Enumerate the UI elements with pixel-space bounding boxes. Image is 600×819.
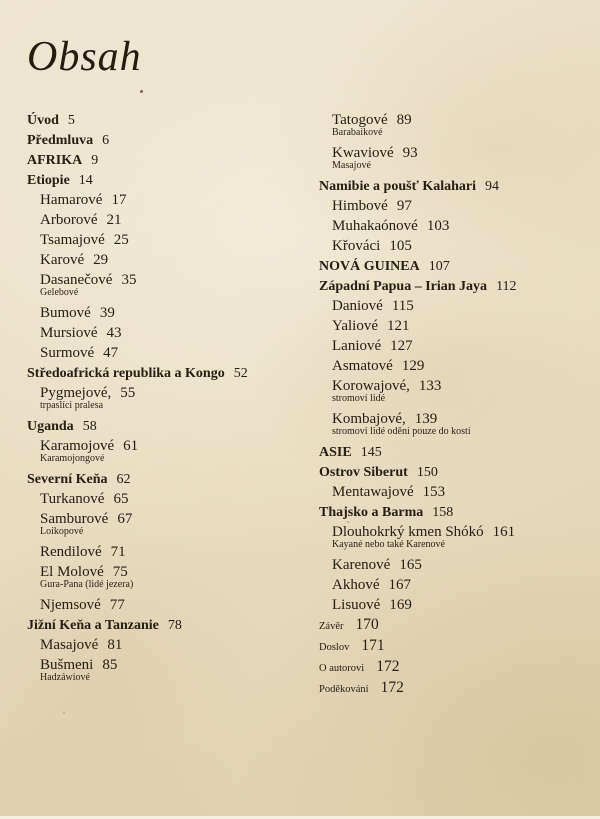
toc-entry-page-number: 61 <box>123 438 139 454</box>
toc-entry-note: Loikopové <box>40 526 84 537</box>
toc-entry <box>319 276 583 296</box>
toc-entry-label: Hamarové <box>40 192 103 208</box>
paper-speck <box>140 90 143 93</box>
toc-entry-label: Karamojové <box>40 438 115 454</box>
toc-entry <box>27 635 319 655</box>
toc-entry-label: Mentawajové <box>332 484 414 500</box>
table-of-contents <box>27 110 583 699</box>
toc-entry <box>319 356 583 376</box>
toc-entry-page-number: 85 <box>102 657 118 673</box>
toc-entry-label: Uganda <box>27 419 74 434</box>
toc-entry-label: Samburové <box>40 511 109 527</box>
toc-entry <box>27 110 319 130</box>
toc-entry-label: Mursiové <box>40 325 98 341</box>
toc-entry-note: trpaslíci pralesa <box>40 400 104 411</box>
toc-entry <box>319 575 583 595</box>
toc-entry-page-number: 67 <box>117 511 133 527</box>
toc-entry-label: Masajové <box>40 637 99 653</box>
toc-entry <box>27 416 319 436</box>
toc-entry-page-number: 150 <box>416 465 438 480</box>
toc-entry <box>27 250 319 270</box>
toc-entry <box>27 655 319 684</box>
toc-entry-page-number: 58 <box>82 419 97 434</box>
toc-entry <box>27 615 319 635</box>
toc-entry-label: Njemsové <box>40 597 101 613</box>
toc-entry-page-number: 158 <box>432 505 454 520</box>
toc-entry-label: Jižní Keňa a Tanzanie <box>27 618 159 633</box>
toc-entry <box>319 296 583 316</box>
toc-entry-page-number: 170 <box>355 616 379 633</box>
toc-entry-label: Asmatové <box>332 358 393 374</box>
toc-entry-note: Barabaikové <box>332 127 383 138</box>
toc-entry <box>27 509 319 538</box>
toc-entry <box>27 542 319 562</box>
toc-entry-page-number: 9 <box>91 153 99 168</box>
toc-entry-label: O autorovi <box>319 663 365 674</box>
toc-entry <box>27 489 319 509</box>
toc-entry <box>27 270 319 299</box>
toc-entry-page-number: 127 <box>390 338 413 354</box>
toc-entry <box>319 502 583 522</box>
toc-entry-label: Turkanové <box>40 491 105 507</box>
toc-entry <box>319 482 583 502</box>
toc-entry-label: Himbové <box>332 198 388 214</box>
toc-entry-label: Korowajové, <box>332 378 410 394</box>
toc-entry <box>319 595 583 615</box>
toc-entry <box>27 303 319 323</box>
toc-entry-label: Předmluva <box>27 133 94 148</box>
toc-entry-page-number: 129 <box>401 358 425 374</box>
toc-entry-label: Závěr <box>319 621 344 632</box>
toc-entry-page-number: 78 <box>167 618 182 633</box>
toc-entry <box>27 230 319 250</box>
toc-entry-page-number: 121 <box>386 318 410 334</box>
toc-entry-page-number: 6 <box>102 133 110 148</box>
toc-entry-label: Daniové <box>332 298 383 314</box>
toc-entry-note: Gura-Pana (lidé jezera) <box>40 579 134 590</box>
toc-entry-note: Hadzáwiové <box>40 672 90 683</box>
toc-entry-label: Laniové <box>332 338 382 354</box>
toc-entry-label: Muhakaónové <box>332 218 418 234</box>
toc-entry-page-number: 172 <box>380 679 404 696</box>
toc-entry-page-number: 115 <box>391 298 414 314</box>
toc-entry-label: Surmové <box>40 345 95 361</box>
toc-entry-label: Kwaviové <box>332 145 394 161</box>
toc-entry-label: Severní Keňa <box>27 472 108 487</box>
toc-entry <box>27 190 319 210</box>
toc-entry-note: Masajové <box>332 160 371 171</box>
toc-entry-label: Rendilové <box>40 544 102 560</box>
toc-entry-page-number: 75 <box>112 564 128 580</box>
paper-speck <box>347 521 349 523</box>
toc-entry <box>319 216 583 236</box>
toc-entry-label: Karenové <box>332 557 391 573</box>
toc-entry <box>27 343 319 363</box>
toc-entry-page-number: 97 <box>396 198 412 214</box>
toc-entry-page-number: 65 <box>113 491 129 507</box>
toc-entry-page-number: 62 <box>116 472 131 487</box>
toc-entry <box>319 462 583 482</box>
toc-entry-page-number: 107 <box>428 259 450 274</box>
toc-entry <box>27 383 319 412</box>
toc-entry-page-number: 103 <box>426 218 450 234</box>
toc-entry-label: Bušmeni <box>40 657 94 673</box>
toc-entry-page-number: 47 <box>103 345 119 361</box>
toc-entry-label: AFRIKA <box>27 153 83 168</box>
toc-entry <box>319 176 583 196</box>
toc-entry <box>319 236 583 256</box>
toc-entry <box>27 130 319 150</box>
toc-entry-label: Bumové <box>40 305 91 321</box>
toc-entry <box>319 196 583 216</box>
toc-entry-label: Yaliové <box>332 318 378 334</box>
toc-entry-label: El Molové <box>40 564 104 580</box>
toc-entry-label: Kombajové, <box>332 411 406 427</box>
toc-entry-page-number: 105 <box>389 238 412 254</box>
toc-entry-page-number: 5 <box>67 113 75 128</box>
toc-entry-label: Akhové <box>332 577 380 593</box>
toc-entry-page-number: 29 <box>93 252 109 268</box>
toc-entry-page-number: 71 <box>110 544 126 560</box>
toc-entry-label: Namibie a poušť Kalahari <box>319 179 477 194</box>
toc-entry <box>27 363 319 383</box>
toc-entry <box>27 323 319 343</box>
toc-entry-label: Poděkování <box>319 684 369 695</box>
toc-entry-note: stromoví lidé <box>332 393 386 404</box>
toc-entry-page-number: 81 <box>107 637 123 653</box>
toc-entry <box>319 409 583 438</box>
toc-entry-label: Lisuové <box>332 597 381 613</box>
toc-entry <box>27 150 319 170</box>
toc-entry-label: Thajsko a Barma <box>319 505 424 520</box>
toc-entry-label: Tatogové <box>332 112 388 128</box>
toc-column-left <box>27 110 319 699</box>
toc-entry <box>319 615 583 636</box>
toc-entry-label: Etiopie <box>27 173 70 188</box>
toc-entry <box>319 678 583 699</box>
toc-entry <box>319 522 583 551</box>
toc-entry-page-number: 43 <box>106 325 122 341</box>
toc-entry-page-number: 93 <box>402 145 418 161</box>
toc-entry-page-number: 153 <box>422 484 446 500</box>
toc-entry-label: Arborové <box>40 212 98 228</box>
toc-entry <box>319 442 583 462</box>
toc-entry-label: Karové <box>40 252 85 268</box>
toc-entry-page-number: 39 <box>99 305 115 321</box>
toc-entry-page-number: 171 <box>361 637 385 654</box>
toc-entry-page-number: 55 <box>120 385 136 401</box>
toc-entry-label: Ostrov Siberut <box>319 465 408 480</box>
toc-entry-page-number: 167 <box>388 577 411 593</box>
toc-entry-note: Karamojongové <box>40 453 105 464</box>
toc-entry <box>319 555 583 575</box>
toc-entry-page-number: 17 <box>111 192 127 208</box>
toc-entry <box>319 636 583 657</box>
toc-entry <box>27 562 319 591</box>
toc-entry <box>319 336 583 356</box>
toc-entry <box>319 143 583 172</box>
toc-entry-label: Úvod <box>27 113 59 128</box>
toc-entry-label: Středoafrická republika a Kongo <box>27 366 225 381</box>
toc-entry-page-number: 94 <box>485 179 500 194</box>
toc-entry-label: Dlouhokrký kmen Shókó <box>332 524 484 540</box>
toc-entry-note: Kayané nebo také Karenové <box>332 539 445 550</box>
toc-entry <box>27 595 319 615</box>
toc-entry-page-number: 77 <box>109 597 125 613</box>
toc-entry-label: Tsamajové <box>40 232 105 248</box>
toc-entry <box>319 376 583 405</box>
toc-entry-page-number: 35 <box>121 272 137 288</box>
toc-entry <box>27 469 319 489</box>
toc-entry <box>319 657 583 678</box>
toc-entry <box>319 316 583 336</box>
toc-entry <box>319 256 583 276</box>
toc-entry-page-number: 172 <box>376 658 400 675</box>
toc-entry <box>27 210 319 230</box>
toc-entry-page-number: 112 <box>496 279 517 294</box>
toc-entry-page-number: 52 <box>233 366 248 381</box>
paper-speck <box>63 712 65 714</box>
toc-entry-label: Křováci <box>332 238 381 254</box>
toc-column-right <box>319 110 583 699</box>
toc-entry-page-number: 89 <box>396 112 412 128</box>
page-title: Obsah <box>27 34 142 80</box>
toc-entry-label: Pygmejové, <box>40 385 112 401</box>
toc-entry-page-number: 145 <box>360 445 382 460</box>
toc-entry-page-number: 139 <box>414 411 438 427</box>
toc-entry-label: NOVÁ GUINEA <box>319 259 420 274</box>
toc-entry-page-number: 169 <box>389 597 412 613</box>
toc-entry <box>27 436 319 465</box>
toc-entry-page-number: 165 <box>399 557 422 573</box>
toc-entry <box>319 110 583 139</box>
toc-entry <box>27 170 319 190</box>
toc-entry-page-number: 25 <box>113 232 129 248</box>
toc-entry-page-number: 14 <box>78 173 93 188</box>
toc-entry-page-number: 21 <box>106 212 122 228</box>
toc-entry-note: Gelebové <box>40 287 79 298</box>
toc-entry-label: Západní Papua – Irian Jaya <box>319 279 488 294</box>
toc-entry-note: stromoví lidé odění pouze do kostí <box>332 426 471 437</box>
toc-entry-label: ASIE <box>319 445 352 460</box>
toc-entry-page-number: 161 <box>492 524 516 540</box>
toc-entry-label: Dasanečové <box>40 272 113 288</box>
toc-entry-label: Doslov <box>319 642 350 653</box>
toc-entry-page-number: 133 <box>418 378 442 394</box>
